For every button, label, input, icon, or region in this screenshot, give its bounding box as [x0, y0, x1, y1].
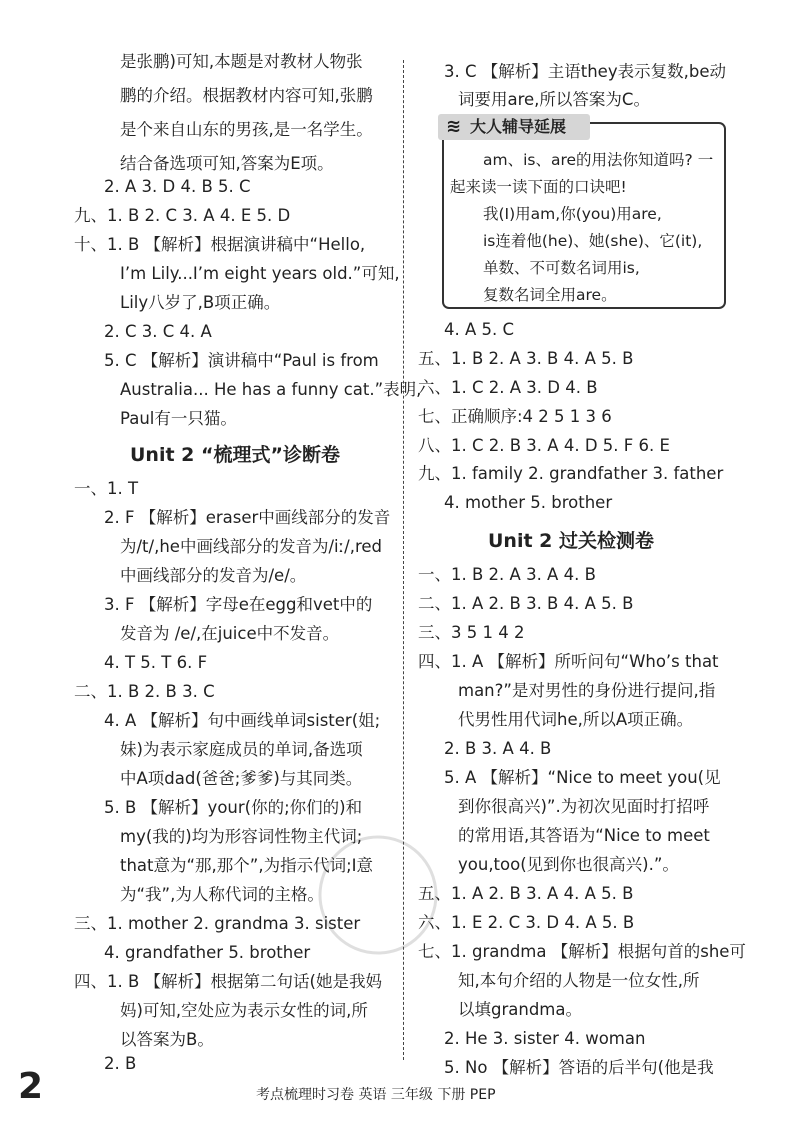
- answer-line: 八、1. C 2. B 3. A 4. D 5. F 6. E: [418, 436, 670, 455]
- text-line: 发音为 /e/,在juice中不发音。: [120, 624, 340, 643]
- answer-line: 4. A 5. C: [444, 320, 515, 339]
- section-heading: Unit 2 过关检测卷: [488, 530, 654, 552]
- answer-line: 一、1. B 2. A 3. A 4. B: [418, 565, 596, 584]
- text-line: 的常用语,其答语为“Nice to meet: [458, 826, 710, 845]
- text-line: Australia... He has a funny cat.”表明,: [120, 380, 422, 399]
- answer-line: 七、正确顺序:4 2 5 1 3 6: [418, 407, 612, 426]
- answer-line: 七、1. grandma 【解析】根据句首的she可: [418, 942, 746, 961]
- answer-line: 四、1. B 【解析】根据第二句话(她是我妈: [74, 972, 382, 991]
- answer-line: 2. C 3. C 4. A: [104, 322, 212, 341]
- answer-line: 二、1. A 2. B 3. B 4. A 5. B: [418, 594, 634, 613]
- answer-line: 十、1. B 【解析】根据演讲稿中“Hello,: [74, 235, 366, 254]
- answer-line: 4. A 【解析】句中画线单词sister(姐;: [104, 711, 381, 730]
- tip-line: is连着他(he)、她(she)、它(it),: [483, 232, 703, 250]
- footer-text: 考点梳理时习卷 英语 三年级 下册 PEP: [256, 1087, 496, 1103]
- wave-icon: ≋: [446, 116, 462, 137]
- answer-line: 一、1. T: [74, 479, 139, 498]
- answer-line: 九、1. B 2. C 3. A 4. E 5. D: [74, 206, 291, 225]
- text-line: 结合备选项可知,答案为E项。: [120, 154, 334, 173]
- text-line: 妈)可知,空处应为表示女性的词,所: [120, 1001, 368, 1020]
- answer-line: 5. B 【解析】your(你的;你们的)和: [104, 798, 363, 817]
- text-line: 到你很高兴)”.为初次见面时打招呼: [458, 797, 710, 816]
- answer-line: 4. grandfather 5. brother: [104, 943, 311, 962]
- answer-line: 四、1. A 【解析】所听问句“Who’s that: [418, 652, 719, 671]
- page-number: 2: [18, 1066, 44, 1107]
- answer-line: 3. F 【解析】字母e在egg和vet中的: [104, 595, 373, 614]
- answer-line: 5. C 【解析】演讲稿中“Paul is from: [104, 351, 379, 370]
- answer-line: 六、1. C 2. A 3. D 4. B: [418, 378, 598, 397]
- text-line: 词要用are,所以答案为C。: [458, 90, 650, 109]
- text-line: 代男性用代词he,所以A项正确。: [458, 710, 694, 729]
- answer-line: 三、1. mother 2. grandma 3. sister: [74, 914, 361, 933]
- text-line: 妹)为表示家庭成员的单词,备选项: [120, 740, 363, 759]
- answer-line: 4. mother 5. brother: [444, 493, 613, 512]
- text-line: Paul有一只猫。: [120, 409, 237, 428]
- answer-line: 2. He 3. sister 4. woman: [444, 1029, 646, 1048]
- answer-line: 九、1. family 2. grandfather 3. father: [418, 464, 724, 483]
- tip-line: am、is、are的用法你知道吗? 一: [483, 151, 714, 169]
- text-line: 以填grandma。: [458, 1000, 582, 1019]
- answer-line: 三、3 5 1 4 2: [418, 623, 525, 642]
- text-line: my(我的)均为形容词性物主代词;: [120, 827, 363, 846]
- text-line: man?”是对男性的身份进行提问,指: [458, 681, 716, 700]
- text-line: 为“我”,为人称代词的主格。: [120, 885, 324, 904]
- answer-line: 二、1. B 2. B 3. C: [74, 682, 215, 701]
- answer-line: 五、1. A 2. B 3. A 4. A 5. B: [418, 884, 634, 903]
- answer-line: 2. B: [104, 1054, 137, 1073]
- tip-line: 起来读一读下面的口诀吧!: [450, 178, 627, 196]
- text-line: 以答案为B。: [120, 1030, 214, 1049]
- text-line: Lily八岁了,B项正确。: [120, 293, 281, 312]
- text-line: 鹏的介绍。根据教材内容可知,张鹏: [120, 86, 373, 105]
- text-line: 知,本句介绍的人物是一位女性,所: [458, 971, 700, 990]
- tip-line: 复数名词全用are。: [483, 286, 617, 304]
- tip-line: 我(I)用am,你(you)用are,: [483, 205, 662, 223]
- text-line: 是张鹏)可知,本题是对教材人物张: [120, 52, 363, 71]
- text-line: I’m Lily...I’m eight years old.”可知,: [120, 264, 400, 283]
- text-line: you,too(见到你也很高兴).”。: [458, 855, 679, 874]
- answer-line: 4. T 5. T 6. F: [104, 653, 208, 672]
- answer-line: 5. A 【解析】“Nice to meet you(见: [444, 768, 721, 787]
- answer-line: 六、1. E 2. C 3. D 4. A 5. B: [418, 913, 635, 932]
- text-line: 为/t/,he中画线部分的发音为/iː/,red: [120, 537, 382, 556]
- text-line: 中画线部分的发音为/e/。: [120, 566, 307, 585]
- answer-line: 3. C 【解析】主语they表示复数,be动: [444, 62, 726, 81]
- text-line: that意为“那,那个”,为指示代词;I意: [120, 856, 374, 875]
- answer-line: 2. F 【解析】eraser中画线部分的发音: [104, 508, 391, 527]
- text-line: 是个来自山东的男孩,是一名学生。: [120, 120, 373, 139]
- section-heading: Unit 2 “梳理式”诊断卷: [130, 444, 340, 466]
- text-line: 中A项dad(爸爸;爹爹)与其同类。: [120, 769, 363, 788]
- tip-line: 单数、不可数名词用is,: [483, 259, 640, 277]
- tip-box-title: 大人辅导延展: [470, 117, 567, 136]
- answer-line: 2. A 3. D 4. B 5. C: [104, 177, 251, 196]
- answer-line: 2. B 3. A 4. B: [444, 739, 552, 758]
- answer-line: 5. No 【解析】答语的后半句(他是我: [444, 1058, 714, 1077]
- answer-line: 五、1. B 2. A 3. B 4. A 5. B: [418, 349, 634, 368]
